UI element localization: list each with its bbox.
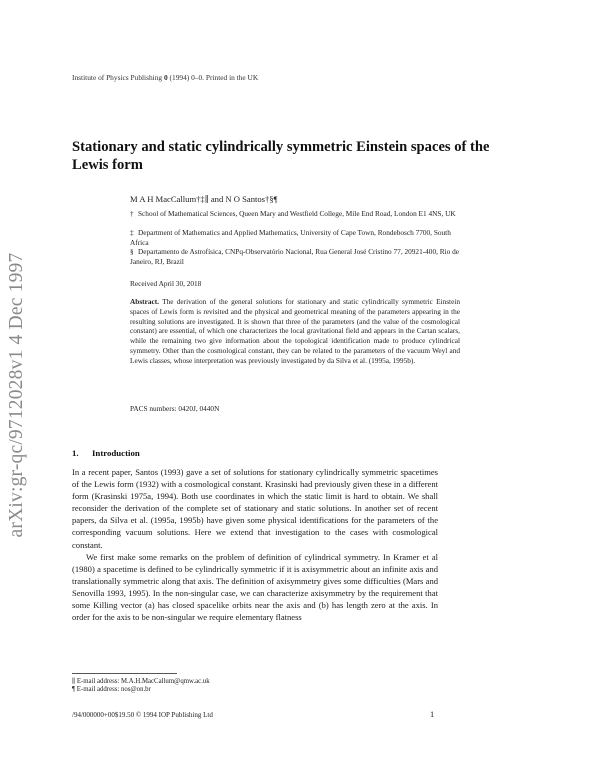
abstract-label: Abstract. [130,297,159,306]
footnote-text: E-mail address: nos@on.br [76,686,151,693]
footnote [72,677,210,685]
abstract-text: The derivation of the general solutions for stationary and static cylindrically symmetric Einstein spaces of Lewis form is revisited and the physical and geometrical meaning of the parameters appearing in the resulting solutions are investigated. It is shown that three of the parameters (and the value of the cosmological constant) are essential, of which one characterizes the local gravitational field and appears in the Cartan scalars, while the remaining two give information about the topological identification made to produce cylindrical symmetry. Other than the cosmological constant, they can be related to the parameters of the vacuum Weyl and Lewis classes, whose interpretation was previously investigated by da Silva et al. (1995a, 1995b). [130,297,460,365]
pacs-numbers: PACS numbers: 0420J, 0440N [130,404,220,413]
affiliation-mark: § [130,247,134,256]
affiliation [130,247,460,267]
author-list: M A H MacCallum†‡∥ and N O Santos†§¶ [130,194,278,204]
footnote-rule [72,673,177,674]
affiliation-mark: ‡ [130,228,134,237]
page-number: 1 [430,710,435,719]
affiliation-text: Departamento de Astrofísica, CNPq-Observatório Nacional, Rua General José Cristino 77, 20921-400, Rio de Janeiro, RJ, Brazil [130,247,459,266]
affiliation-mark: † [130,209,134,218]
arxiv-stamp-text: arXiv:gr-qc/9712028v1 4 Dec 1997 [6,252,27,538]
section-number: 1. [72,448,79,458]
paragraph: In a recent paper, Santos (1993) gave a set of solutions for stationary cylindrically symmetric spacetimes of the Lewis form (1932) with a cosmological constant. Krasinski had previously given these in a different form (Krasinski 1975a, 1994). Both use coordinates in which the static limit is hard to obtain. We shall reconsider the derivation of the complete set of stationary and static solutions. In another set of recent papers, da Silva et al. (1995a, 1995b) have given some physical identifications for the parameters of the corresponding vacuum solutions. Here we extend that investigation to the cases with cosmological constant. [72,467,438,550]
paragraph: We first make some remarks on the problem of definition of cylindrical symmetry. In Kramer et al (1980) a spacetime is defined to be cylindrically symmetric if it is axisymmetric about an infinite axis and translationally symmetric along that axis. The definition of axisymmetry gives some difficulties (Mars and Senovilla 1993, 1995). In the non-singular case, we can characterize axisymmetry by the requirement that some Killing vector (a) has closed spacelike orbits near the axis and (b) has length zero at the axis. In order for the axis to be non-singular we require elementary flatness [72,551,438,623]
section-title: Introduction [92,448,140,458]
arxiv-stamp [2,252,32,538]
affiliation-text: School of Mathematical Sciences, Queen Mary and Westfield College, Mile End Road, London E1 4NS, UK [138,209,456,218]
body-text [72,466,438,623]
footnote-mark: ∥ [72,678,76,685]
footnote-text: E-mail address: M.A.H.MacCallum@qmw.ac.uk [76,678,210,685]
footnote [72,686,151,693]
affiliation-text: Department of Mathematics and Applied Mathematics, University of Cape Town, Rondebosch 7700, South Africa [130,228,451,247]
journal-header: Institute of Physics Publishing 0 (1994) 0–0. Printed in the UK [72,73,259,82]
affiliation [130,228,460,248]
received-date: Received April 30, 2018 [130,279,202,288]
copyright-footer: /94/000000+00$19.50 © 1994 IOP Publishing Ltd [72,711,213,719]
journal-volume: 0 [163,73,168,82]
footnote-mark: ¶ [72,686,76,693]
paper-title: Stationary and static cylindrically symmetric Einstein spaces of the Lewis form [72,139,490,173]
affiliation [130,209,460,219]
section-heading [72,448,140,458]
abstract [130,297,460,366]
